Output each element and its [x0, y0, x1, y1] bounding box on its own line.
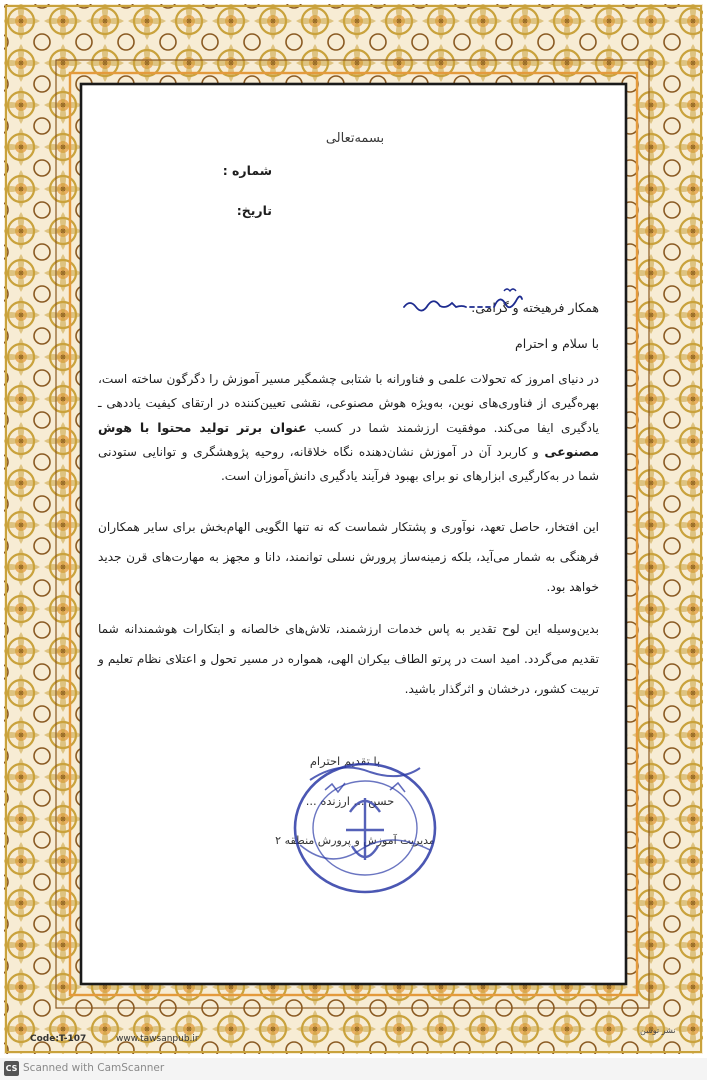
official-stamp-seal — [270, 750, 440, 900]
signatory-organization: مدیریت آموزش و پرورش منطقه ۲ — [275, 834, 435, 847]
signatory-name: حسن ... ارزنده ... — [305, 794, 395, 808]
closing-regards: با تقدیم احترام — [309, 754, 381, 768]
certificate-code: Code:T-107 — [30, 1034, 87, 1044]
greeting-line: با سلام و احترام — [515, 336, 599, 351]
paragraph-1-text-start: در دنیای امروز که تحولات علمی و فناورانه با شتابی چشمگیر مسیر آموزش را دگرگون ساخته است، بهره‌گیری از فناوری‌های نوین، به‌ویژه هوش مصنوعی، نقشی تعیین‌کننده در ارتقای کیفیت یاددهی ـ یادگیری ایفا می‌کند. موفقیت ارزشمند شما در کسب — [98, 372, 599, 435]
body-paragraph-2: این افتخار، حاصل تعهد، نوآوری و پشتکار شماست که نه تنها الگویی الهام‌بخش برای سایر همکاران فرهنگی به شمار می‌آید، بلکه زمینه‌ساز پرورش نسلی توانمند، دانا و مجهز به مهارت‌های قرن جدید خواهد بود. — [98, 520, 599, 594]
body-paragraph-3: بدین‌وسیله این لوح تقدیر به پاس خدمات ارزشمند، تلاش‌های خالصانه و ابتکارات هوشمندانه شما تقدیم می‌گردد. امید است در پرتو الطاف بیکران الهی، همواره در مسیر تحول و اعتلای نظام تعلیم و تربیت کشور، درخشان و اثرگذار باشید. — [98, 622, 599, 696]
handwritten-recipient-name — [400, 285, 525, 315]
paragraph-1-text-end: و کاربرد آن در آموزش نشان‌دهنده نگاه خلاقانه، روحیه پژوهشگری و توانایی ستودنی شما در به‌کارگیری ابزارهای نو برای بهبود فرآیند یادگیری دانش‌آموزان است. — [98, 444, 599, 484]
letter-number-label: شماره : — [222, 163, 272, 178]
publisher-website: www.tawsanpub.ir — [116, 1034, 199, 1044]
salutation-line: همکار فرهیخته و گرامی. — [471, 300, 599, 315]
camscanner-logo-icon: CS — [4, 1061, 19, 1076]
award-title-highlight: عنوان برتر تولید محتوا با هوش مصنوعی — [98, 419, 599, 459]
body-paragraph-1 — [98, 367, 599, 488]
closing-signature-block — [270, 750, 440, 900]
scanner-watermark-bar — [0, 1058, 707, 1080]
scanner-watermark-text: Scanned with CamScanner — [23, 1062, 165, 1074]
letter-date-label: تاریخ: — [236, 203, 272, 218]
basmala-heading: بسمه‌تعالی — [325, 131, 385, 146]
publisher-mark: نشر توسن — [640, 1026, 676, 1035]
